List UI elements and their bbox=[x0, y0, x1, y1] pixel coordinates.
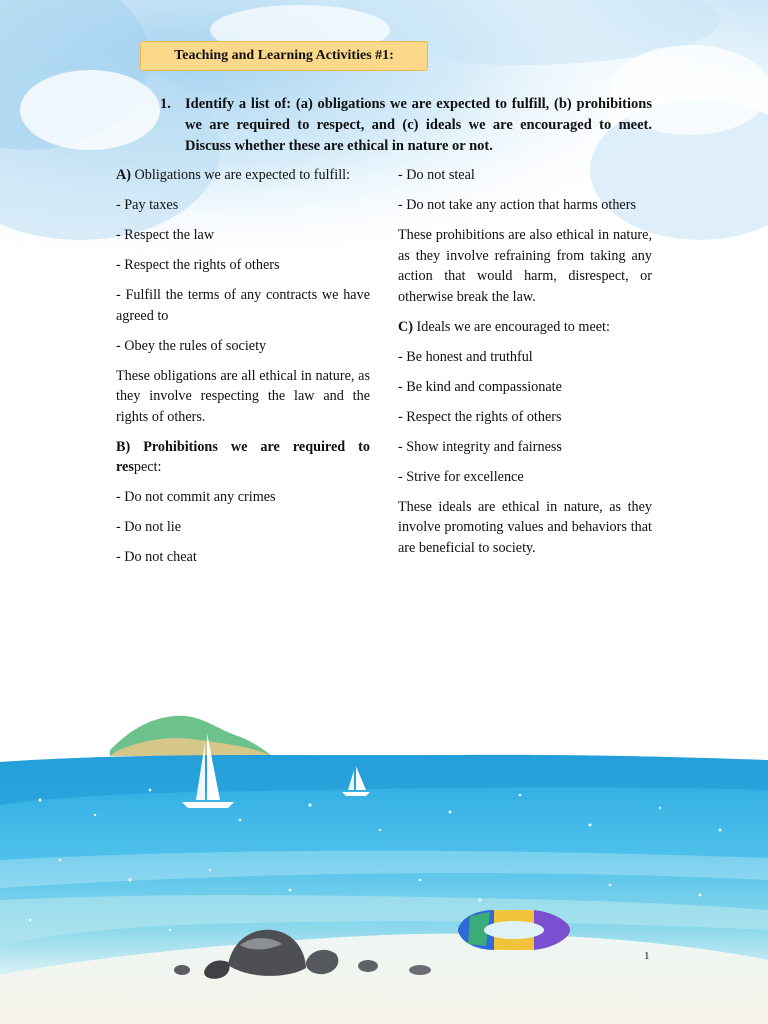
section-b-conclusion: These prohibitions are also ethical in nature, as they involve refraining from taking any action that would harm, disrespect, or otherwise break the law. bbox=[398, 227, 652, 305]
list-item: - Fulfill the terms of any contracts we have agreed to bbox=[116, 287, 370, 324]
list-item: - Do not cheat bbox=[116, 549, 197, 565]
left-column bbox=[116, 165, 370, 577]
section-a-conclusion: These obligations are all ethical in nature, as they involve respecting the law and the rights of others. bbox=[116, 367, 370, 425]
section-a-heading: A) Obligations we are expected to fulfill: bbox=[116, 167, 351, 183]
list-item: - Do not commit any crimes bbox=[116, 489, 276, 505]
section-b-heading: B) Prohibitions we are required to respect: bbox=[116, 438, 370, 475]
list-item: - Respect the rights of others bbox=[398, 408, 562, 425]
page-number: 1 bbox=[644, 950, 650, 962]
list-item: - Respect the law bbox=[116, 227, 215, 243]
section-c-conclusion: These ideals are ethical in nature, as they involve promoting values and behaviors that are beneficial to society. bbox=[398, 498, 652, 556]
list-item: - Show integrity and fairness bbox=[398, 438, 562, 455]
right-column bbox=[398, 165, 652, 568]
question-block bbox=[160, 94, 652, 157]
activity-title-banner bbox=[140, 41, 428, 71]
list-item: - Respect the rights of others bbox=[116, 257, 280, 273]
section-c-heading: C) Ideals we are encouraged to meet: bbox=[398, 318, 610, 335]
list-item: - Pay taxes bbox=[116, 197, 179, 213]
list-item: - Do not take any action that harms others bbox=[398, 197, 636, 213]
list-item: - Do not lie bbox=[116, 519, 182, 535]
question-text: Identify a list of: (a) obligations we are expected to fulfill, (b) prohibitions we are required to respect, and (c) ideals we are encouraged to meet. Discuss whether these are ethical in nature or not. bbox=[185, 96, 652, 154]
list-item: - Strive for excellence bbox=[398, 468, 524, 485]
list-item: - Be honest and truthful bbox=[398, 348, 533, 365]
activity-title: Teaching and Learning Activities #1: bbox=[174, 48, 394, 63]
list-item: - Do not steal bbox=[398, 167, 475, 183]
list-item: - Obey the rules of society bbox=[116, 337, 267, 354]
question-number: 1. bbox=[160, 96, 171, 112]
list-item: - Be kind and compassionate bbox=[398, 378, 562, 395]
